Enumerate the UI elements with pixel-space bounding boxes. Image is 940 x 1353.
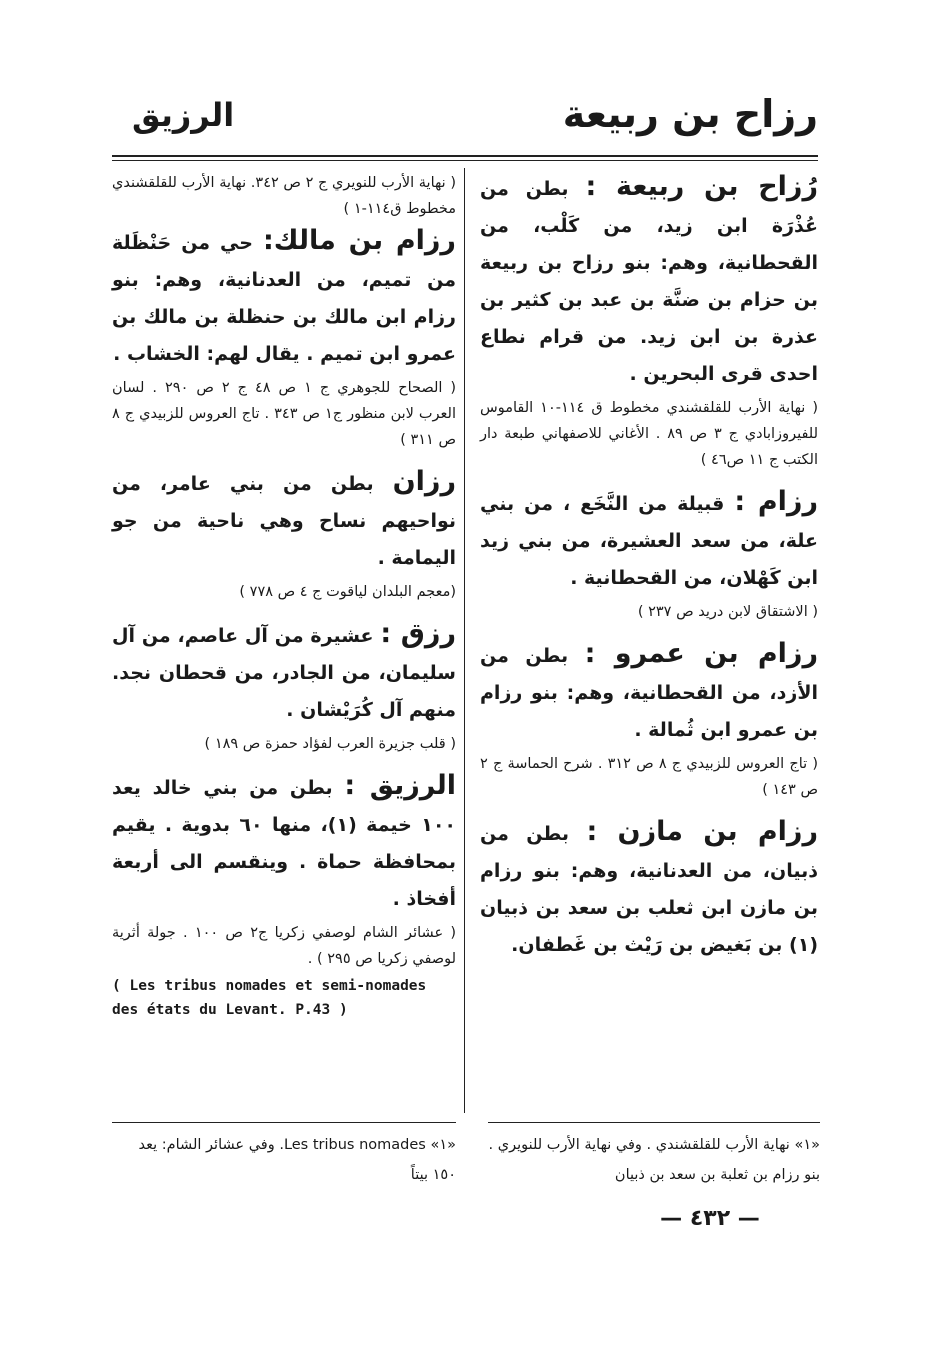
entry-body <box>112 463 456 577</box>
entry-lemma: رزق : <box>380 618 456 649</box>
header-rule-thin <box>112 160 818 161</box>
footnote-rule-right <box>488 1122 820 1123</box>
entry-text: بطن من بني عامر، من نواحيهم نساح وهي ناحية من جو اليمامة . <box>112 473 456 569</box>
entry-lemma: رزام بن عمرو : <box>584 638 819 669</box>
entry-lemma: رزام بن مالك: <box>262 225 456 256</box>
entry-text: قبيلة من النَّخَع ، من بني علة، من سعد العشيرة، من بني زيد ابن كَهْلان، من القحطانية . <box>480 493 818 589</box>
entry-reference: ( نهاية الأرب للقلقشندي مخطوط ق ١١٤-١٠ القاموس للفيروزابادي ج ٣ ص ٨٩ . الأغاني للاصفهاني طبعة دار الكتب ج ١١ ص٤٦ ) <box>480 400 818 468</box>
page-number: — ٤٣٢ — <box>660 1206 760 1231</box>
entry-rizah-bin-rabia <box>480 168 818 473</box>
entry-rizam-bin-amr <box>480 635 818 803</box>
entry-rizan <box>112 463 456 605</box>
entry-rizq <box>112 615 456 757</box>
continued-reference: ( نهاية الأرب للنويري ج ٢ ص ٣٤٢. نهاية الأرب للقلقشندي مخطوط ق١١٤-١ ) <box>112 175 457 217</box>
entry-body <box>112 767 456 918</box>
entry-reference: ( الصحاح للجوهري ج ١ ص ٤٨ ج ٢ ص ٢٩٠ . لسان العرب لابن منظور ج١ ص ٣٤٣ . تاج العروس للزبيدي ج ٨ ص ٣١١ ) <box>112 380 457 448</box>
entry-text: بطن من ذبيان، من العدنانية، وهم: بنو رزام بن مازن ابن ثعلب بن سعد بن ذبيان (١) بن بَغيض بن رَيْث بن غَطفان. <box>480 823 818 956</box>
entry-lemma: رزان <box>392 466 456 497</box>
entry-rizam-bin-mazin <box>480 813 818 964</box>
entry-lemma: رزام بن مازن : <box>586 816 818 847</box>
left-column <box>112 168 456 1032</box>
entry-lemma: رزام : <box>734 486 819 517</box>
entry-lemma: الرزيق : <box>344 770 456 801</box>
entry-text: بطن من الأزد، من القحطانية، وهم: بنو رزام بن عمرو ابن ثُمالة . <box>480 645 818 741</box>
entry-text: بطن من عُذْرَة ابن زيد، من كَلْب، من القحطانية، وهم: بنو رزاح بن ربيعة بن حزام بن ضنَّة بن عبد بن كثير بن عذرة بن ابن زيد. من قرام نطاع احدى قرى البحرين . <box>480 178 818 385</box>
footnote-right: «١» نهاية الأرب للقلقشندي . وفي نهاية الأرب للنويري . بنو رزام بن ثعلبة بن سعد بن ذبيان <box>488 1137 820 1183</box>
right-column <box>480 168 818 974</box>
entry-body <box>112 615 456 729</box>
entry-body <box>112 222 456 373</box>
column-divider <box>464 168 465 1113</box>
entry-text: بطن من بني خالد يعد ١٠٠ خيمة (١)، منها ٦٠ بدوية . يقيم بمحافظة حماة . وينقسم الى أربعة أفخاذ . <box>112 777 457 910</box>
header-rule-thick <box>112 155 818 157</box>
entry-body <box>480 635 818 749</box>
entry-reference: (معجم البلدان لياقوت ج ٤ ص ٧٧٨ ) <box>239 584 456 600</box>
running-head-left-title: الرزيق <box>132 96 235 134</box>
entry-reference: ( قلب جزيرة العرب لفؤاد حمزة ص ١٨٩ ) <box>204 736 456 752</box>
entry-reference: ( عشائر الشام لوصفي زكريا ج٢ ص ١٠٠ . جولة أثرية لوصفي زكريا ص ٢٩٥ ) . <box>112 925 456 967</box>
entry-al-ruzayq <box>112 767 456 1022</box>
entry-text: حي من حَنْظَلة من تميم، من العدنانية، وهم: بنو رزام ابن مالك بن حنظلة بن مالك بن عمرو ابن تميم . يقال لهم: الخشاب . <box>112 232 456 365</box>
entry-lemma: رُزاح بن ربيعة : <box>585 171 818 202</box>
footnote-left: «١» Les tribus nomades. وفي عشائر الشام: يعد ١٥٠ بيتاً <box>138 1137 456 1183</box>
latin-reference: ( Les tribus nomades et semi-nomades des états du Levant. P.43 ) <box>112 978 427 1018</box>
entry-body <box>480 168 818 393</box>
footnote-rule-left <box>112 1122 456 1123</box>
entry-text: عشيرة من آل عاصم، من آل سليمان، من الجادر، من قحطان نجد. منهم آل كُرَيْشان . <box>112 625 456 721</box>
entry-reference: ( تاج العروس للزبيدي ج ٨ ص ٣١٢ . شرح الحماسة ج ٢ ص ١٤٣ ) <box>480 756 818 798</box>
entry-body <box>480 813 818 964</box>
entry-body <box>480 483 818 597</box>
running-head-right-title: رزاح بن ربيعة <box>562 92 818 136</box>
entry-rizam <box>480 483 818 625</box>
entry-reference: ( الاشتقاق لابن دريد ص ٢٣٧ ) <box>637 604 818 620</box>
entry-rizam-bin-malik <box>112 222 456 453</box>
running-head <box>112 92 818 152</box>
